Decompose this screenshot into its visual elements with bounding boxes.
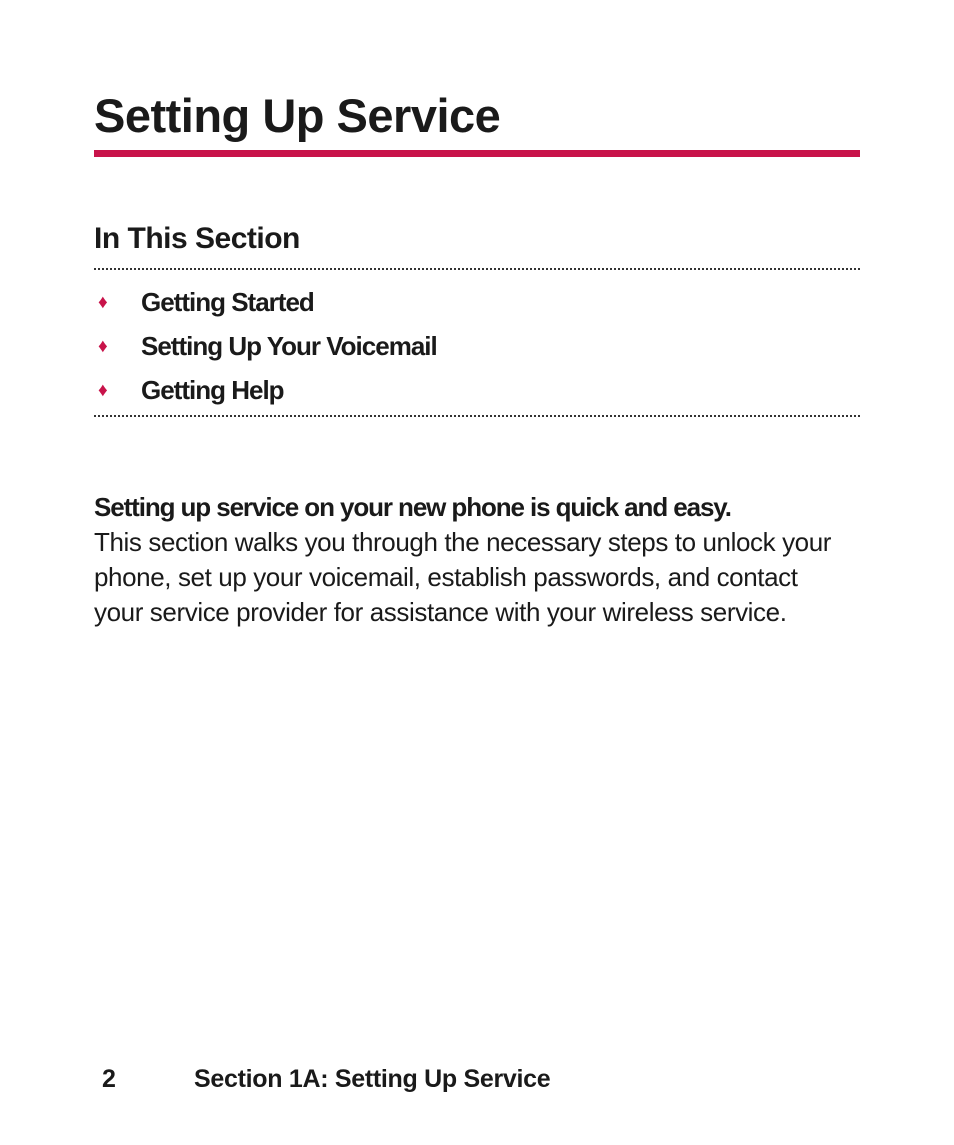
- intro-paragraph: [94, 490, 834, 630]
- diamond-bullet-icon: ♦: [98, 291, 108, 313]
- dotted-divider-bottom: [94, 415, 860, 417]
- toc-item-getting-started[interactable]: [94, 280, 860, 324]
- page-number: 2: [102, 1065, 116, 1093]
- toc-item-label: Getting Help: [141, 374, 284, 405]
- diamond-bullet-icon: ♦: [98, 379, 108, 401]
- toc-item-setting-up-voicemail[interactable]: [94, 324, 860, 368]
- toc-item-label: Setting Up Your Voicemail: [141, 330, 437, 361]
- toc-item-label: Getting Started: [141, 286, 314, 317]
- toc-item-getting-help[interactable]: [94, 368, 860, 412]
- in-this-section-heading: In This Section: [94, 222, 300, 255]
- intro-lead-sentence: Setting up service on your new phone is quick and easy.: [94, 492, 731, 522]
- dotted-divider-top: [94, 268, 860, 270]
- title-rule: [94, 150, 860, 157]
- diamond-bullet-icon: ♦: [98, 335, 108, 357]
- section-contents-list: [94, 280, 860, 412]
- intro-body-text: This section walks you through the necessary steps to unlock your phone, set up your voicemail, establish passwords, and contact your service provider for assistance with your wireless service.: [94, 527, 832, 627]
- page-title: Setting Up Service: [94, 89, 501, 142]
- footer-section-label: Section 1A: Setting Up Service: [194, 1065, 551, 1093]
